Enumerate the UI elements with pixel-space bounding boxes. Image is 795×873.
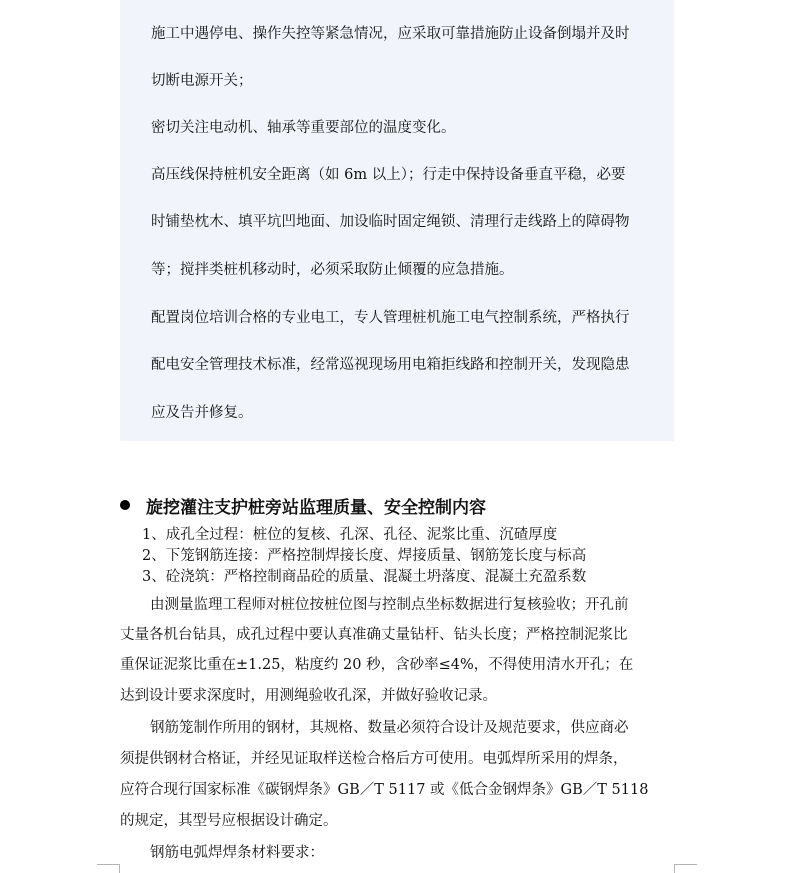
shaded-line: 时铺垫枕木、填平坑凹地面、加设临时固定绳锁、清理行走线路上的障碍物 — [151, 214, 630, 230]
shaded-line: 等；搅拌类桩机移动时，必须采取防止倾覆的应急措施。 — [151, 262, 514, 278]
list-item: 3、砼浇筑：严格控制商品砼的质量、混凝土坍落度、混凝土充盈系数 — [142, 569, 587, 585]
list-item: 2、下笼钢筋连接：严格控制焊接长度、焊接质量、钢筋笼长度与标高 — [142, 548, 587, 564]
list-item: 1、成孔全过程：桩位的复核、孔深、孔径、泥浆比重、沉碴厚度 — [142, 527, 558, 543]
paragraph-line: 钢筋笼制作所用的钢材，其规格、数量必须符合设计及规范要求，供应商必 — [150, 720, 629, 736]
shaded-line: 高压线保持桩机安全距离（如 6m 以上）；行走中保持设备垂直平稳，必要 — [151, 167, 626, 183]
shaded-line: 配置岗位培训合格的专业电工，专人管理桩机施工电气控制系统，严格执行 — [151, 310, 630, 326]
section-heading — [120, 493, 486, 517]
shaded-line: 应及告并修复。 — [151, 405, 253, 421]
shaded-line: 切断电源开关； — [151, 73, 253, 89]
bullet-icon — [120, 500, 130, 510]
shaded-line: 施工中遇停电、操作失控等紧急情况，应采取可靠措施防止设备倒塌并及时 — [151, 26, 630, 42]
paragraph-line: 由测量监理工程师对桩位按桩位图与控制点坐标数据进行复核验收；开孔前 — [150, 597, 629, 613]
shaded-line: 密切关注电动机、轴承等重要部位的温度变化。 — [151, 120, 456, 136]
paragraph-line: 钢筋电弧焊焊条材料要求： — [150, 845, 324, 861]
shaded-line: 配电安全管理技术标准，经常巡视现场用电箱拒线路和控制开关，发现隐患 — [151, 357, 630, 373]
paragraph-line: 应符合现行国家标准《碳钢焊条》GB／T 5117 或《低合金钢焊条》GB／T 5118 — [120, 782, 649, 798]
paragraph-line: 须提供钢材合格证，并经见证取样送检合格后方可使用。电弧焊所采用的焊条， — [120, 751, 628, 767]
paragraph-line: 丈量各机台钻具，成孔过程中要认真准确丈量钻杆、钻头长度；严格控制泥浆比 — [120, 627, 628, 643]
paragraph-line: 重保证泥浆比重在±1.25，粘度约 20 秒，含砂率≤4%，不得使用清水开孔；在 — [120, 657, 634, 673]
section-heading-text: 旋挖灌注支护桩旁站监理质量、安全控制内容 — [146, 497, 486, 518]
paragraph-line: 的规定，其型号应根据设计确定。 — [120, 813, 338, 829]
paragraph-line: 达到设计要求深度时，用测绳验收孔深，并做好验收记录。 — [120, 688, 497, 704]
